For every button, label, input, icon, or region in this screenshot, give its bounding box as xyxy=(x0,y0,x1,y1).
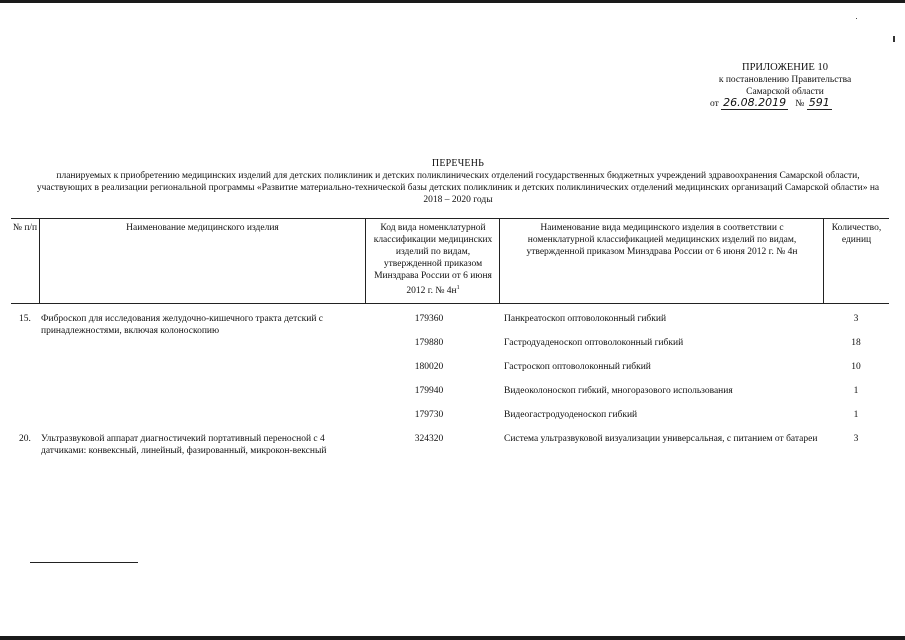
row-num: 15. xyxy=(19,314,31,324)
appendix-line-1: к постановлению Правительства xyxy=(718,75,852,85)
header-divider xyxy=(499,219,500,303)
row-type-name: Гастродуаденоскоп оптоволоконный гибкий xyxy=(504,338,684,348)
header-name: Наименование медицинского изделия xyxy=(126,223,279,233)
header-code-text: Код вида номенклатурной классификации медицинских изделий по видам, утвержденной приказом Минздрава России от 6 июня 2012 г. № 4н xyxy=(373,223,493,297)
scan-speck xyxy=(856,18,857,19)
row-code: 179880 xyxy=(414,338,444,348)
row-item-name: Фиброскоп для исследования желудочно-кишечного тракта детский с принадлежностями, включая колоноскопию xyxy=(41,314,324,336)
row-type-name: Видеогастродуоденоскоп гибкий xyxy=(504,410,638,420)
appendix-line-2: Самарской области xyxy=(746,87,824,97)
header-num: № п/п xyxy=(12,223,38,233)
row-type-name: Гастроскоп оптоволоконный гибкий xyxy=(504,362,651,372)
row-type-name: Видеоколоноскоп гибкий, многоразового использования xyxy=(504,386,733,396)
handwritten-number: 591 xyxy=(808,96,830,109)
appendix-block xyxy=(700,62,870,98)
row-qty: 1 xyxy=(853,386,859,396)
table-header xyxy=(11,218,889,304)
row-type-name: Панкреатоскоп оптоволоконный гибкий xyxy=(504,314,667,324)
footnote-separator xyxy=(30,562,138,563)
appendix-title: ПРИЛОЖЕНИЕ 10 xyxy=(742,62,828,73)
row-num: 20. xyxy=(19,434,31,444)
date-prefix: от xyxy=(710,99,719,109)
scan-border-bottom xyxy=(0,636,905,640)
handwritten-date: 26.08.2019 xyxy=(723,96,787,109)
row-qty: 3 xyxy=(853,314,859,324)
row-code: 179730 xyxy=(414,410,444,420)
header-vname: Наименование вида медицинского изделия в соответствии с номенклатурной классификацией медицинских изделий по видам, утвержденной приказом Минздрава России от 6 июня 2012 г. № 4н xyxy=(526,223,798,257)
row-code: 179360 xyxy=(414,314,444,324)
row-qty: 10 xyxy=(851,362,861,372)
scan-mark xyxy=(893,36,895,42)
header-divider xyxy=(365,219,366,303)
number-prefix: № xyxy=(795,99,805,109)
row-code: 179940 xyxy=(414,386,444,396)
row-type-name: Система ультразвуковой визуализации универсальная, с питанием от батареи xyxy=(504,434,818,444)
document-title: ПЕРЕЧЕНЬ xyxy=(431,158,485,169)
row-code: 180020 xyxy=(414,362,444,372)
row-code: 324320 xyxy=(414,434,444,444)
scan-border-top xyxy=(0,0,905,3)
footnote-mark: 1 xyxy=(456,285,460,291)
row-qty: 1 xyxy=(853,410,859,420)
row-qty: 3 xyxy=(853,434,859,444)
header-code xyxy=(367,219,499,303)
appendix-date-line xyxy=(710,96,832,109)
row-qty: 18 xyxy=(851,338,861,348)
document-subtitle: планируемых к приобретению медицинских изделий для детских поликлиник и детских поликлинических отделений государственных бюджетных учреждений здравоохранения Самарской области, участвующих в реализации региональной программы «Развитие материально-технической базы детских поликлиник и детских поликлинических отделений медицинских организаций Самарской области» на 2018 – 2020 годы xyxy=(36,171,880,205)
row-item-name: Ультразвуковой аппарат диагностичекий портативный переносной с 4 датчиками: конвексный, линейный, фазированный, микрокон-вексный xyxy=(41,434,327,456)
header-qty: Количество, единиц xyxy=(831,223,882,245)
